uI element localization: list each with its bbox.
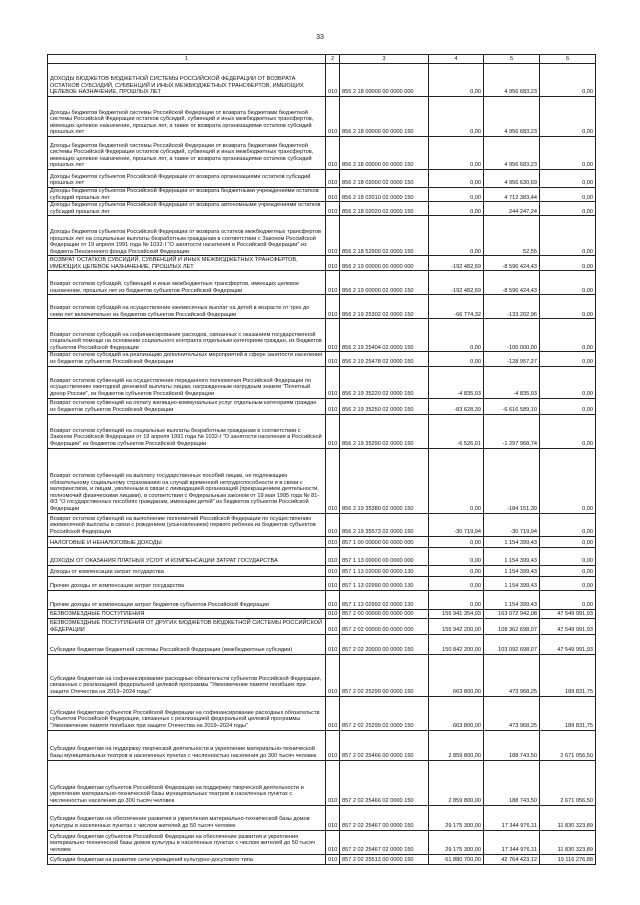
row-value-col4: 0,00 [429,352,484,366]
row-value-col5: 1 154 399,43 [484,590,540,609]
row-line-code: 010 [326,513,340,536]
row-description: Возврат остатков субсидий на софинансирование расходов, связанных с оказанием государственной социальной помощи на основании социального контракта отдельным категориям граждан, из бюджетов субъектов Российской Федерации [48,319,326,352]
row-value-col6: 2 671 056,50 [540,760,596,805]
row-value-col6: 0,00 [540,137,596,170]
row-value-col4: -83 628,39 [429,398,484,414]
table-row [48,634,596,654]
row-description: Доходы бюджетов бюджетной системы Российской Федерации от возврата бюджетами бюджетной системы Российской Федерации остатков субсидий, субвенций и иных межбюджетных трансфертов, имеющих целевое назначение, прошлых лет, а также от возврата организациями остатков субсидий прошлых лет [48,137,326,170]
row-description: НАЛОГОВЫЕ И НЕНАЛОГОВЫЕ ДОХОДЫ [48,536,326,547]
row-value-col5: 4 712 383,44 [484,188,540,202]
row-value-col4: 663 800,00 [429,696,484,730]
row-value-col4: 150 842 200,00 [429,634,484,654]
row-value-col6: 0,00 [540,513,596,536]
row-value-col6: 0,00 [540,319,596,352]
table-row [48,576,596,590]
row-description: Возврат остатков субсидий на реализацию дополнительных мероприятий в сфере занятости населения из бюджетов субъектов Российской Федерации [48,352,326,366]
row-budget-code: 856 2 18 02000 02 0000 150 [340,170,429,188]
row-description: БЕЗВОЗМЕЗДНЫЕ ПОСТУПЛЕНИЯ ОТ ДРУГИХ БЮДЖЕТОВ БЮДЖЕТНОЙ СИСТЕМЫ РОССИЙСКОЙ ФЕДЕРАЦИИ [48,618,326,634]
row-budget-code: 856 2 19 35290 02 0000 150 [340,414,429,448]
row-budget-code: 856 2 19 25302 02 0000 150 [340,295,429,319]
row-value-col5: 103 092 698,07 [484,634,540,654]
row-value-col4: 0,00 [429,188,484,202]
row-line-code: 010 [326,830,340,854]
table-row [48,398,596,414]
table-row [48,854,596,864]
row-value-col4: 0,00 [429,536,484,547]
row-description: Доходы бюджетов субъектов Российской Федерации от возврата автономными учреждениями остатков субсидий прошлых лет [48,202,326,216]
table-row [48,366,596,398]
row-value-col6: 19 116 276,88 [540,854,596,864]
row-budget-code: 856 2 19 00000 02 0000 150 [340,271,429,295]
row-value-col5: 108 362 698,07 [484,618,540,634]
row-description: Возврат остатков субвенций на выплату государственных пособий лицам, не подлежащим обязательному социальному страхованию на случай временной нетрудоспособности и в связи с материнством, и лицам, уволенным в связи с ликвидацией организаций (прекращением деятельности, полномочий физическими лицами), в соответствии с Федеральным законом от 19 мая 1995 года № 81-ФЗ "О государственных пособиях гражданам, имеющим детей" из бюджетов субъектов Российской Федерации [48,448,326,513]
row-description: ДОХОДЫ ОТ ОКАЗАНИЯ ПЛАТНЫХ УСЛУГ И КОМПЕНСАЦИИ ЗАТРАТ ГОСУДАРСТВА [48,547,326,565]
row-value-col4: 0,00 [429,590,484,609]
table-row [48,202,596,216]
row-budget-code: 857 1 13 02992 02 0000 130 [340,590,429,609]
row-value-col4: 0,00 [429,97,484,137]
table-row [48,64,596,97]
row-budget-code: 857 2 02 25513 00 0000 150 [340,854,429,864]
row-description: Доходы бюджетов субъектов Российской Федерации от возврата бюджетными учреждениями остатков субсидий прошлых лет [48,188,326,202]
row-budget-code: 856 2 18 02020 02 0000 150 [340,202,429,216]
table-row [48,271,596,295]
row-value-col6: 0,00 [540,271,596,295]
row-line-code: 010 [326,547,340,565]
row-value-col5: -128 957,27 [484,352,540,366]
table-row [48,805,596,830]
row-value-col4: 155 941 354,93 [429,609,484,618]
row-value-col4: 0,00 [429,64,484,97]
row-description: Субсидии бюджетам на софинансирование расходных обязательств субъектов Российской Федерации, связанных с реализацией федеральной целевой программы "Увековечение памяти погибших при защите Отечества на 2019–2024 годы" [48,654,326,696]
row-line-code: 010 [326,188,340,202]
row-description: Субсидии бюджетам субъектов Российской Федерации на поддержку творческой деятельности и укрепление материально-технической базы муниципальных театров в населенных пунктах с численностью населения до 300 тысяч человек [48,760,326,805]
row-budget-code: 856 2 19 35250 02 0000 150 [340,398,429,414]
row-description: Возврат остатков субвенций на осуществление переданного полномочия Российской Федерации по осуществлению ежегодной денежной выплаты лицам, награжденным нагрудным знаком "Почетный донор России", из бюджетов субъектов Российской Федерации [48,366,326,398]
row-value-col4: -30 719,94 [429,513,484,536]
table-row [48,414,596,448]
row-value-col5: 4 956 683,23 [484,64,540,97]
row-description: Субсидии бюджетам на поддержку творческой деятельности и укрепление материально-технической базы муниципальных театров в населенных пунктах с численностью населения до 300 тысяч человек [48,730,326,760]
row-description: Прочие доходы от компенсации затрат бюджетов субъектов Российской Федерации [48,590,326,609]
row-line-code: 010 [326,64,340,97]
table-row [48,319,596,352]
row-value-col6: 0,00 [540,202,596,216]
row-value-col5: 17 344 976,11 [484,805,540,830]
row-value-col5: 4 956 683,23 [484,137,540,170]
row-value-col6: 0,00 [540,590,596,609]
row-value-col5: -1 297 968,74 [484,414,540,448]
row-value-col4: 0,00 [429,216,484,256]
row-line-code: 010 [326,696,340,730]
row-budget-code: 857 2 00 00000 00 0000 000 [340,609,429,618]
row-value-col5: -100 000,00 [484,319,540,352]
row-line-code: 010 [326,97,340,137]
row-line-code: 010 [326,590,340,609]
row-budget-code: 856 2 18 02010 02 0000 150 [340,188,429,202]
table-row [48,256,596,271]
row-budget-code: 857 1 13 02990 00 0000 130 [340,576,429,590]
row-budget-code: 857 2 02 25467 00 0000 150 [340,805,429,830]
row-value-col4: 0,00 [429,137,484,170]
row-line-code: 010 [326,854,340,864]
table-body [48,64,596,865]
table-row [48,295,596,319]
header-cell-3: 3 [340,55,429,64]
table-row [48,760,596,805]
row-value-col5: 473 968,25 [484,654,540,696]
row-budget-code: 857 2 02 25466 02 0000 150 [340,760,429,805]
row-value-col6: 0,00 [540,256,596,271]
budget-table [47,54,596,865]
row-line-code: 010 [326,398,340,414]
row-value-col4: 61 880 700,00 [429,854,484,864]
row-value-col6: 11 830 323,89 [540,830,596,854]
row-line-code: 010 [326,609,340,618]
row-value-col6: 0,00 [540,547,596,565]
row-budget-code: 855 2 18 00000 00 0000 000 [340,64,429,97]
table-row [48,97,596,137]
row-budget-code: 856 2 19 35380 02 0000 150 [340,448,429,513]
table-row [48,216,596,256]
row-value-col5: -6 616 589,10 [484,398,540,414]
row-budget-code: 857 1 00 00000 00 0000 000 [340,536,429,547]
row-value-col6: 0,00 [540,398,596,414]
row-description: ДОХОДЫ БЮДЖЕТОВ БЮДЖЕТНОЙ СИСТЕМЫ РОССИЙСКОЙ ФЕДЕРАЦИИ ОТ ВОЗВРАТА ОСТАТКОВ СУБСИДИЙ, СУБВЕНЦИЙ И ИНЫХ МЕЖБЮДЖЕТНЫХ ТРАНСФЕРТОВ, ИМЕЮЩИХ ЦЕЛЕВОЕ НАЗНАЧЕНИЕ, ПРОШЛЫХ ЛЕТ [48,64,326,97]
table-row [48,170,596,188]
row-value-col5: 244 247,24 [484,202,540,216]
header-cell-6: 6 [540,55,596,64]
row-budget-code: 856 2 19 25478 02 0000 150 [340,352,429,366]
row-line-code: 010 [326,295,340,319]
table-row [48,352,596,366]
row-budget-code: 856 2 18 00000 00 0000 150 [340,97,429,137]
row-line-code: 010 [326,202,340,216]
row-line-code: 010 [326,271,340,295]
row-budget-code: 856 2 19 35220 02 0000 150 [340,366,429,398]
row-description: Доходы бюджетов бюджетной системы Российской Федерации от возврата бюджетами бюджетной системы Российской Федерации остатков субсидий, субвенций и иных межбюджетных трансфертов, имеющих целевое назначение, прошлых лет, а также от возврата организациями остатков субсидий прошлых лет [48,97,326,137]
table-row [48,565,596,576]
table-row [48,618,596,634]
row-budget-code: 856 2 18 52900 02 0000 150 [340,216,429,256]
row-budget-code: 857 2 02 25467 02 0000 150 [340,830,429,854]
row-value-col5: 17 344 976,11 [484,830,540,854]
row-description: Прочие доходы от компенсации затрат государства [48,576,326,590]
row-budget-code: 857 1 13 02000 00 0000 130 [340,565,429,576]
row-value-col4: 155 942 200,00 [429,618,484,634]
row-description: БЕЗВОЗМЕЗДНЫЕ ПОСТУПЛЕНИЯ [48,609,326,618]
table-row [48,448,596,513]
header-cell-2: 2 [326,55,340,64]
row-line-code: 010 [326,805,340,830]
table-row [48,137,596,170]
row-value-col6: 0,00 [540,170,596,188]
row-budget-code: 857 1 13 00000 00 0000 000 [340,547,429,565]
row-line-code: 010 [326,170,340,188]
row-value-col5: -4 835,03 [484,366,540,398]
row-value-col5: 163 072 942,08 [484,609,540,618]
row-line-code: 010 [326,730,340,760]
row-budget-code: 856 2 18 00000 00 0000 150 [340,137,429,170]
row-value-col6: 2 671 056,50 [540,730,596,760]
row-value-col5: 42 764 423,12 [484,854,540,864]
row-value-col6: 0,00 [540,414,596,448]
row-value-col4: -66 774,32 [429,295,484,319]
row-value-col5: 1 154 399,43 [484,565,540,576]
row-value-col5: 1 154 399,43 [484,547,540,565]
row-value-col6: 47 549 991,93 [540,609,596,618]
row-line-code: 010 [326,137,340,170]
row-value-col6: 0,00 [540,366,596,398]
row-value-col5: 1 154 399,43 [484,576,540,590]
table-row [48,547,596,565]
row-value-col6: 0,00 [540,448,596,513]
row-value-col5: 473 968,25 [484,696,540,730]
header-cell-1: 1 [48,55,326,64]
row-description: ВОЗВРАТ ОСТАТКОВ СУБСИДИЙ, СУБВЕНЦИЙ И ИНЫХ МЕЖБЮДЖЕТНЫХ ТРАНСФЕРТОВ, ИМЕЮЩИХ ЦЕЛЕВОЕ НАЗНАЧЕНИЕ, ПРОШЛЫХ ЛЕТ [48,256,326,271]
row-line-code: 010 [326,216,340,256]
row-value-col6: 0,00 [540,565,596,576]
row-value-col6: 0,00 [540,536,596,547]
table-row [48,188,596,202]
row-budget-code: 857 2 02 25466 00 0000 150 [340,730,429,760]
row-budget-code: 856 2 19 25404 02 0000 150 [340,319,429,352]
row-line-code: 010 [326,448,340,513]
table-row [48,730,596,760]
row-description: Субсидии бюджетам субъектов Российской Федерации на обеспечение развития и укрепления материально-технической базы домов культуры в населенных пунктах с числом жителей до 50 тысяч человек [48,830,326,854]
row-value-col4: 29 175 300,00 [429,830,484,854]
table-row [48,830,596,854]
row-value-col6: 0,00 [540,295,596,319]
row-line-code: 010 [326,760,340,805]
row-value-col4: 0,00 [429,202,484,216]
table-row [48,609,596,618]
row-line-code: 010 [326,366,340,398]
row-description: Возврат остатков субсидий на осуществление ежемесячных выплат на детей в возрасте от трех до семи лет включительно из бюджетов субъектов Российской Федерации [48,295,326,319]
table-row [48,696,596,730]
row-description: Доходы от компенсации затрат государства [48,565,326,576]
row-value-col5: -8 596 424,43 [484,271,540,295]
row-value-col6: 189 831,75 [540,654,596,696]
row-value-col4: -192 482,69 [429,271,484,295]
row-line-code: 010 [326,536,340,547]
page-number: 33 [316,34,324,41]
row-value-col5: 1 154 399,43 [484,536,540,547]
row-description: Доходы бюджетов субъектов Российской Федерации от возврата остатков межбюджетных трансфертов прошлых лет на социальные выплаты безработным гражданам в соответствии с Законом Российской Федерации от 19 апреля 1991 года № 1032-I "О занятости населения в Российской Федерации" из бюджета Пенсионного фонда Российской Федерации [48,216,326,256]
row-line-code: 010 [326,618,340,634]
header-cell-5: 5 [484,55,540,64]
row-line-code: 010 [326,414,340,448]
row-value-col6: 189 831,75 [540,696,596,730]
row-budget-code: 857 2 02 25299 02 0000 150 [340,696,429,730]
row-description: Субсидии бюджетам на обеспечение развития и укрепления материально-технической базы домов культуры в населенных пунктах с числом жителей до 50 тысяч человек [48,805,326,830]
row-value-col5: 52,55 [484,216,540,256]
row-value-col4: 0,00 [429,170,484,188]
row-value-col6: 47 549 991,93 [540,634,596,654]
row-value-col5: 4 956 683,23 [484,97,540,137]
row-line-code: 010 [326,634,340,654]
row-value-col5: 188 743,50 [484,730,540,760]
row-value-col6: 47 549 991,93 [540,618,596,634]
table-row [48,536,596,547]
row-value-col5: -8 596 424,43 [484,256,540,271]
table-row [48,513,596,536]
row-value-col4: 0,00 [429,319,484,352]
row-line-code: 010 [326,576,340,590]
row-budget-code: 856 2 19 35573 02 0000 150 [340,513,429,536]
row-value-col5: 188 743,50 [484,760,540,805]
row-value-col4: 2 859 800,00 [429,760,484,805]
row-line-code: 010 [326,319,340,352]
row-description: Субсидии бюджетам субъектов Российской Федерации на софинансирование расходных обязательств субъектов Российской Федерации, связанных с реализацией федеральной целевой программы "Увековечение памяти погибших при защите Отечества на 2019–2024 годы" [48,696,326,730]
row-value-col4: 2 859 800,00 [429,730,484,760]
row-value-col5: -133 202,96 [484,295,540,319]
table-row [48,590,596,609]
header-cell-4: 4 [429,55,484,64]
row-value-col4: 0,00 [429,576,484,590]
row-value-col4: 0,00 [429,547,484,565]
row-value-col6: 11 830 323,89 [540,805,596,830]
row-description: Субсидии бюджетам бюджетной системы Российской Федерации (межбюджетные субсидии) [48,634,326,654]
row-line-code: 010 [326,565,340,576]
row-value-col4: 663 800,00 [429,654,484,696]
row-description: Субсидии бюджетам на развитие сети учреждений культурно-досугового типа [48,854,326,864]
row-value-col5: 4 956 630,69 [484,170,540,188]
row-value-col4: -192 482,69 [429,256,484,271]
row-value-col6: 0,00 [540,576,596,590]
row-description: Возврат остатков субвенций на оплату жилищно-коммунальных услуг отдельным категориям граждан из бюджетов субъектов Российской Федерации [48,398,326,414]
row-value-col5: -30 719,94 [484,513,540,536]
row-value-col6: 0,00 [540,97,596,137]
row-description: Доходы бюджетов субъектов Российской Федерации от возврата организациями остатков субсидий прошлых лет [48,170,326,188]
table-header-row [48,55,596,64]
row-value-col4: 0,00 [429,565,484,576]
row-value-col6: 0,00 [540,64,596,97]
row-value-col4: 29 175 300,00 [429,805,484,830]
table-row [48,654,596,696]
row-value-col6: 0,00 [540,188,596,202]
row-description: Возврат остатков субсидий, субвенций и иных межбюджетных трансфертов, имеющих целевое назначение, прошлых лет из бюджетов субъектов Российской Федерации [48,271,326,295]
row-budget-code: 857 2 02 20000 00 0000 150 [340,634,429,654]
row-value-col4: -6 526,01 [429,414,484,448]
row-description: Возврат остатков субвенций на выполнение полномочий Российской Федерации по осуществлению ежемесячной выплаты в связи с рождением (усыновлением) первого ребенка из бюджетов субъектов Российской Федерации [48,513,326,536]
row-budget-code: 857 2 02 25299 00 0000 150 [340,654,429,696]
row-line-code: 010 [326,654,340,696]
row-description: Возврат остатков субвенций на социальные выплаты безработным гражданам в соответствии с Законом Российской Федерации от 19 апреля 1991 года № 1032-I "О занятости населения в Российской Федерации" из бюджетов субъектов Российской Федерации [48,414,326,448]
row-value-col4: 0,00 [429,448,484,513]
row-budget-code: 856 2 19 00000 00 0000 000 [340,256,429,271]
row-value-col6: 0,00 [540,216,596,256]
row-value-col4: -4 835,03 [429,366,484,398]
row-value-col5: -184 151,39 [484,448,540,513]
row-value-col6: 0,00 [540,352,596,366]
row-budget-code: 857 2 02 00000 00 0000 000 [340,618,429,634]
row-line-code: 010 [326,256,340,271]
row-line-code: 010 [326,352,340,366]
